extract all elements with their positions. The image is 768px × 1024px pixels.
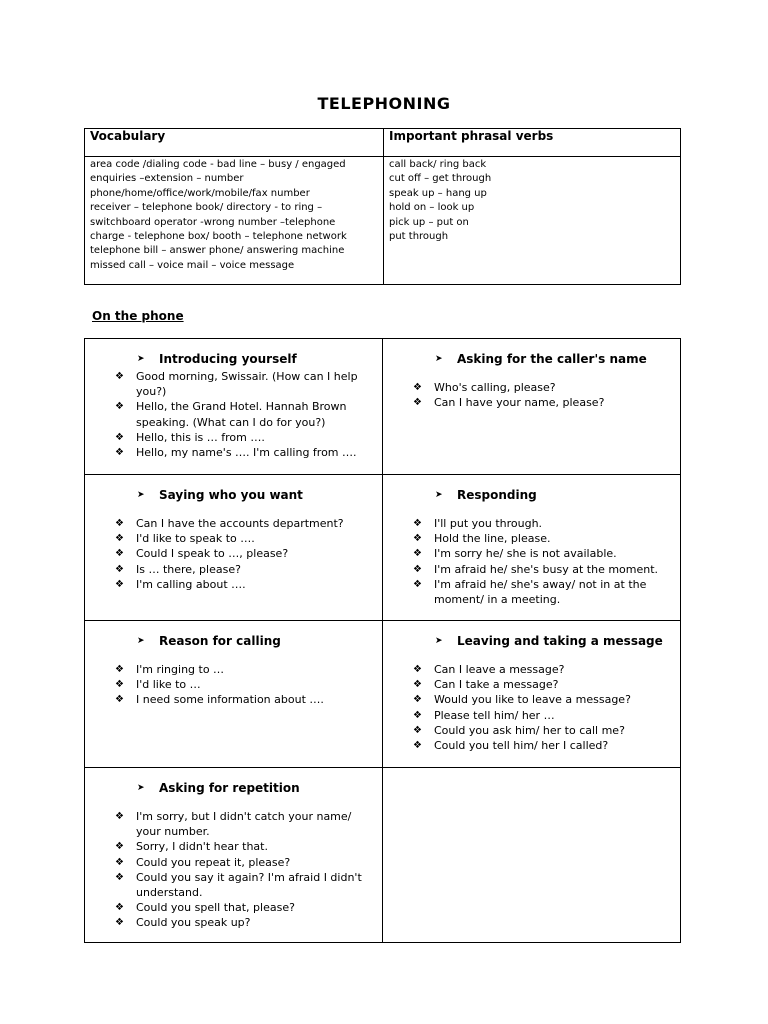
list-item: ❖ Hold the line, please.	[412, 532, 551, 546]
phrasal-verb-line: hold on – look up	[389, 202, 475, 214]
vocabulary-line: receiver – telephone book/ directory - to ring –	[90, 202, 323, 214]
list-item: ❖ Could you say it again? I'm afraid I didn't understand.	[115, 870, 362, 900]
diamond-bullet-icon: ❖	[412, 709, 422, 721]
diamond-bullet-icon: ❖	[115, 841, 124, 853]
diamond-bullet-icon: ❖	[115, 563, 124, 575]
diamond-bullet-icon: ❖	[412, 664, 422, 675]
list-item: ❖ Can I have the accounts department?	[115, 517, 344, 530]
list-item: ❖ Please tell him/ her …	[412, 708, 555, 722]
list-item: ❖ I'm ringing to …	[115, 663, 225, 676]
responding-list	[383, 516, 680, 607]
diamond-bullet-icon: ❖	[115, 578, 124, 590]
reason-cell	[85, 621, 383, 768]
list-item: ❖ Would you like to leave a message?	[412, 693, 631, 707]
diamond-bullet-icon: ❖	[115, 871, 124, 883]
diamond-bullet-icon: ❖	[412, 382, 422, 393]
empty-cell	[382, 768, 680, 943]
vocabulary-line: phone/home/office/work/mobile/fax number	[90, 187, 310, 199]
list-item: ❖ Who's calling, please?	[412, 381, 556, 394]
list-item: ❖ I'm sorry, but I didn't catch your name/ your number.	[115, 810, 352, 839]
repetition-cell	[85, 768, 383, 943]
arrow-bullet-icon: ➤	[137, 783, 145, 793]
vocabulary-line: telephone bill – answer phone/ answering machine	[90, 245, 345, 257]
diamond-bullet-icon: ❖	[412, 694, 422, 706]
list-item: ❖ Can I leave a message?	[412, 663, 565, 676]
page-title: TELEPHONING	[317, 94, 451, 113]
vocabulary-line: area code /dialing code - bad line – busy / engaged	[90, 159, 346, 170]
diamond-bullet-icon: ❖	[115, 431, 124, 443]
saying-who-heading: Saying who you want	[159, 488, 303, 502]
diamond-bullet-icon: ❖	[115, 518, 124, 529]
diamond-bullet-icon: ❖	[115, 679, 124, 691]
diamond-bullet-icon: ❖	[412, 578, 422, 590]
arrow-bullet-icon: ➤	[137, 354, 145, 364]
saying-who-cell	[85, 475, 383, 621]
phrasal-verbs-header: Important phrasal verbs	[384, 129, 681, 157]
list-item: ❖ I'll put you through.	[412, 517, 543, 530]
message-cell	[382, 621, 680, 768]
list-item: ❖ Could you speak up?	[115, 916, 251, 930]
diamond-bullet-icon: ❖	[412, 724, 422, 736]
diamond-bullet-icon: ❖	[412, 563, 422, 575]
diamond-bullet-icon: ❖	[412, 548, 422, 560]
repetition-heading: Asking for repetition	[159, 781, 300, 795]
diamond-bullet-icon: ❖	[115, 917, 124, 929]
diamond-bullet-icon: ❖	[115, 856, 124, 868]
vocabulary-header: Vocabulary	[85, 129, 384, 157]
responding-cell	[382, 475, 680, 621]
repetition-list	[85, 809, 382, 931]
vocabulary-line: missed call – voice mail – voice message	[90, 259, 295, 271]
list-item: ❖ I'm afraid he/ she's away/ not in at the moment/ in a meeting.	[412, 577, 647, 607]
list-item: ❖ Could you ask him/ her to call me?	[412, 723, 625, 737]
callers-name-list	[383, 380, 680, 410]
phrasal-verb-line: pick up – put on	[389, 216, 469, 228]
list-item: ❖ I'd like to …	[115, 678, 201, 692]
diamond-bullet-icon: ❖	[412, 679, 422, 691]
diamond-bullet-icon: ❖	[115, 401, 124, 413]
phrasal-verb-line: call back/ ring back	[389, 159, 487, 170]
arrow-bullet-icon: ➤	[434, 636, 443, 646]
vocabulary-cell	[85, 157, 384, 285]
arrow-bullet-icon: ➤	[434, 490, 443, 500]
list-item: ❖ Can I have your name, please?	[412, 396, 605, 410]
message-list	[383, 662, 680, 753]
diamond-bullet-icon: ❖	[412, 533, 422, 545]
diamond-bullet-icon: ❖	[115, 447, 124, 459]
list-item: ❖ Sorry, I didn't hear that.	[115, 840, 268, 854]
diamond-bullet-icon: ❖	[115, 902, 124, 914]
message-heading: Leaving and taking a message	[456, 634, 663, 648]
diamond-bullet-icon: ❖	[115, 371, 124, 382]
introducing-heading: Introducing yourself	[159, 352, 297, 366]
diamond-bullet-icon: ❖	[115, 811, 124, 822]
callers-name-cell	[382, 339, 680, 475]
callers-name-heading: Asking for the caller's name	[456, 352, 647, 366]
list-item: ❖ Good morning, Swissair. (How can I help you?)	[115, 370, 358, 399]
vocabulary-line: charge - telephone box/ booth – telephone network	[90, 231, 347, 243]
vocabulary-line: enquiries –extension – number	[90, 173, 244, 185]
diamond-bullet-icon: ❖	[115, 694, 124, 706]
list-item: ❖ Hello, my name's …. I'm calling from ….	[115, 446, 357, 460]
arrow-bullet-icon: ➤	[137, 490, 145, 500]
diamond-bullet-icon: ❖	[412, 397, 422, 409]
phrasal-verb-line: put through	[389, 231, 449, 243]
saying-who-list	[85, 516, 382, 592]
arrow-bullet-icon: ➤	[434, 354, 443, 364]
phrasal-verb-line: speak up – hang up	[389, 187, 487, 199]
diamond-bullet-icon: ❖	[412, 740, 422, 752]
diamond-bullet-icon: ❖	[115, 548, 124, 560]
list-item: ❖ I need some information about ….	[115, 693, 324, 707]
introducing-cell	[85, 339, 383, 475]
phone-phrases-table	[84, 338, 681, 943]
diamond-bullet-icon: ❖	[115, 664, 124, 675]
list-item: ❖ Hello, the Grand Hotel. Hannah Brown speaking. (What can I do for you?)	[115, 400, 347, 429]
list-item: ❖ Could you spell that, please?	[115, 901, 295, 915]
list-item: ❖ I'm calling about ….	[115, 577, 246, 591]
introducing-list	[85, 369, 382, 460]
diamond-bullet-icon: ❖	[115, 533, 124, 545]
reason-list	[85, 662, 382, 708]
diamond-bullet-icon: ❖	[412, 518, 422, 529]
list-item: ❖ Is … there, please?	[115, 562, 241, 576]
arrow-bullet-icon: ➤	[137, 636, 145, 646]
reason-heading: Reason for calling	[159, 634, 281, 648]
list-item: ❖ Can I take a message?	[412, 678, 559, 692]
responding-heading: Responding	[456, 488, 537, 502]
phrasal-verb-line: cut off – get through	[389, 173, 492, 185]
list-item: ❖ I'm sorry he/ she is not available.	[412, 547, 617, 561]
list-item: ❖ Hello, this is … from ….	[115, 430, 265, 444]
list-item: ❖ Could you repeat it, please?	[115, 855, 291, 869]
list-item: ❖ Could you tell him/ her I called?	[412, 739, 609, 753]
list-item: ❖ Could I speak to …, please?	[115, 547, 289, 561]
vocabulary-line: switchboard operator -wrong number –telephone	[90, 216, 336, 228]
vocabulary-table	[84, 128, 681, 285]
section-title: On the phone	[92, 309, 184, 323]
list-item: ❖ I'd like to speak to ….	[115, 532, 255, 546]
list-item: ❖ I'm afraid he/ she's busy at the moment.	[412, 562, 659, 576]
phrasal-verbs-cell	[384, 157, 681, 285]
